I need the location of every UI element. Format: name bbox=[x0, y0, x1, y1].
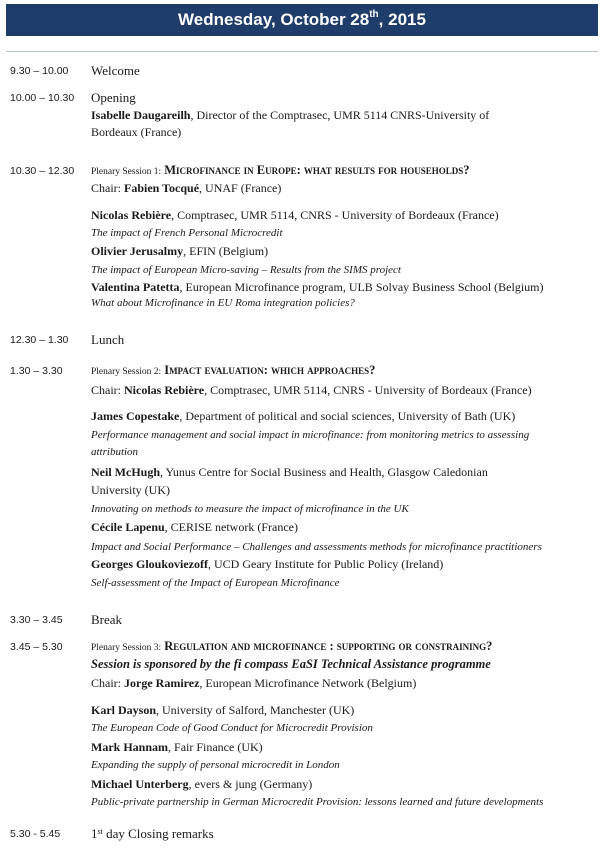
session1-chair-affiliation: , UNAF (France) bbox=[199, 181, 282, 195]
closing-ordinal: st bbox=[97, 827, 103, 836]
speaker-affiliation: , Yunus Centre for Social Business and Health, Glasgow Caledonian bbox=[160, 465, 488, 479]
session2-talk-title: Innovating on methods to measure the impact of microfinance in the UK bbox=[91, 503, 409, 515]
session2-label: Plenary Session 2: bbox=[91, 367, 162, 377]
opening-speaker-affiliation: , Director of the Comptrasec, UMR 5114 CNRS-University of bbox=[190, 108, 490, 122]
speaker-name: Valentina Patetta bbox=[91, 280, 180, 294]
session3-talk-speaker bbox=[91, 777, 312, 792]
speaker-affiliation: , EFIN (Belgium) bbox=[183, 244, 269, 258]
closing-time: 5.30 - 5.45 bbox=[10, 828, 61, 840]
session2-title: Impact evaluation: which approaches? bbox=[164, 363, 376, 377]
session3-talk-speaker bbox=[91, 740, 263, 755]
day-title-banner bbox=[6, 4, 598, 36]
session3-talk-speaker bbox=[91, 703, 354, 718]
session1-talk-title: What about Microfinance in EU Roma integration policies? bbox=[91, 297, 355, 309]
session2-time: 1.30 – 3.30 bbox=[10, 365, 63, 377]
speaker-name: Georges Gloukoviezoff bbox=[91, 557, 208, 571]
opening-time: 10.00 – 10.30 bbox=[10, 92, 75, 104]
session2-talk-title: Performance management and social impact in microfinance: from monitoring metrics to assessing bbox=[91, 429, 530, 441]
session1-talk-speaker bbox=[91, 208, 499, 223]
speaker-name: Cécile Lapenu bbox=[91, 520, 165, 534]
session1-heading bbox=[91, 163, 470, 178]
session1-talk-speaker bbox=[91, 280, 543, 295]
break-time: 3.30 – 3.45 bbox=[10, 614, 63, 626]
lunch-time: 12.30 – 1.30 bbox=[10, 334, 69, 346]
session3-talk-title: Expanding the supply of personal microcredit in London bbox=[91, 759, 340, 771]
session1-chair-label: Chair: bbox=[91, 181, 121, 195]
speaker-name: Karl Dayson bbox=[91, 703, 157, 717]
closing-title bbox=[91, 826, 214, 842]
day-title-main: Wednesday, October 28 bbox=[178, 10, 370, 29]
break-title: Break bbox=[91, 612, 123, 627]
session2-talk-speaker bbox=[91, 520, 298, 535]
divider bbox=[6, 51, 598, 52]
speaker-name: Michael Unterberg bbox=[91, 777, 189, 791]
session3-time: 3.45 – 5.30 bbox=[10, 641, 63, 653]
session3-talk-title: The European Code of Good Conduct for Microcredit Provision bbox=[91, 722, 373, 734]
speaker-name: Neil McHugh bbox=[91, 465, 160, 479]
session3-sponsor: Session is sponsored by the fi compass EaSI Technical Assistance programme bbox=[91, 657, 491, 671]
opening-speaker bbox=[91, 108, 489, 123]
welcome-title: Welcome bbox=[91, 63, 140, 78]
session1-talk-title: The impact of European Micro-saving – Results from the SIMS project bbox=[91, 264, 401, 276]
speaker-name: Nicolas Rebière bbox=[91, 208, 172, 222]
welcome-time: 9.30 – 10.00 bbox=[10, 65, 69, 77]
session2-heading bbox=[91, 363, 375, 378]
session2-chair bbox=[91, 383, 532, 398]
session2-talk-title-cont: attribution bbox=[91, 446, 139, 458]
opening-speaker-affiliation-cont: Bordeaux (France) bbox=[91, 125, 182, 139]
session2-talk-title: Impact and Social Performance – Challenges and assessments methods for microfinance practitioners bbox=[91, 541, 542, 553]
speaker-name: James Copestake bbox=[91, 409, 180, 423]
closing-text: day Closing remarks bbox=[102, 826, 214, 841]
speaker-affiliation: , Department of political and social sciences, University of Bath (UK) bbox=[179, 409, 516, 423]
speaker-affiliation-cont: University (UK) bbox=[91, 483, 170, 497]
session1-label: Plenary Session 1: bbox=[91, 167, 162, 177]
speaker-affiliation: , Comptrasec, UMR 5114, CNRS - University of Bordeaux (France) bbox=[171, 208, 499, 222]
session2-chair-name: Nicolas Rebière bbox=[124, 383, 205, 397]
opening-speaker-name: Isabelle Daugareilh bbox=[91, 108, 191, 122]
session1-title: Microfinance in Europe: what results for households? bbox=[164, 163, 470, 177]
session2-talk-title: Self-assessment of the Impact of European Microfinance bbox=[91, 577, 340, 589]
speaker-affiliation: , CERISE network (France) bbox=[164, 520, 298, 534]
session2-talk-speaker bbox=[91, 465, 488, 480]
session1-chair-name: Fabien Tocqué bbox=[124, 181, 200, 195]
session1-talk-title: The impact of French Personal Microcredit bbox=[91, 227, 283, 239]
session3-chair-affiliation: , European Microfinance Network (Belgium) bbox=[199, 676, 417, 690]
speaker-name: Olivier Jerusalmy bbox=[91, 244, 184, 258]
session1-time: 10.30 – 12.30 bbox=[10, 165, 75, 177]
day-title-year: , 2015 bbox=[378, 10, 426, 29]
session1-chair bbox=[91, 181, 281, 196]
session2-talk-speaker bbox=[91, 409, 515, 424]
speaker-affiliation: , University of Salford, Manchester (UK) bbox=[156, 703, 355, 717]
session3-chair bbox=[91, 676, 416, 691]
session3-heading bbox=[91, 639, 492, 654]
speaker-affiliation: , European Microfinance program, ULB Solvay Business School (Belgium) bbox=[179, 280, 544, 294]
closing-day-number: 1 bbox=[91, 826, 98, 841]
session2-chair-affiliation: , Comptrasec, UMR 5114, CNRS - University of Bordeaux (France) bbox=[204, 383, 532, 397]
session3-title: Regulation and microfinance : supporting or constraining? bbox=[164, 639, 493, 653]
session1-talk-speaker bbox=[91, 244, 268, 259]
opening-title: Opening bbox=[91, 90, 136, 105]
speaker-name: Mark Hannam bbox=[91, 740, 169, 754]
session2-talk-speaker bbox=[91, 557, 443, 572]
speaker-affiliation: , UCD Geary Institute for Public Policy (Ireland) bbox=[207, 557, 444, 571]
session3-label: Plenary Session 3: bbox=[91, 643, 162, 653]
lunch-title: Lunch bbox=[91, 332, 125, 347]
session3-talk-title: Public-private partnership in German Microcredit Provision: lessons learned and future developments bbox=[91, 796, 544, 808]
session3-chair-name: Jorge Ramirez bbox=[124, 676, 200, 690]
speaker-affiliation: , evers & jung (Germany) bbox=[188, 777, 313, 791]
day-title-ordinal: th bbox=[369, 9, 379, 21]
session3-chair-label: Chair: bbox=[91, 676, 121, 690]
speaker-affiliation: , Fair Finance (UK) bbox=[168, 740, 263, 754]
session2-chair-label: Chair: bbox=[91, 383, 121, 397]
